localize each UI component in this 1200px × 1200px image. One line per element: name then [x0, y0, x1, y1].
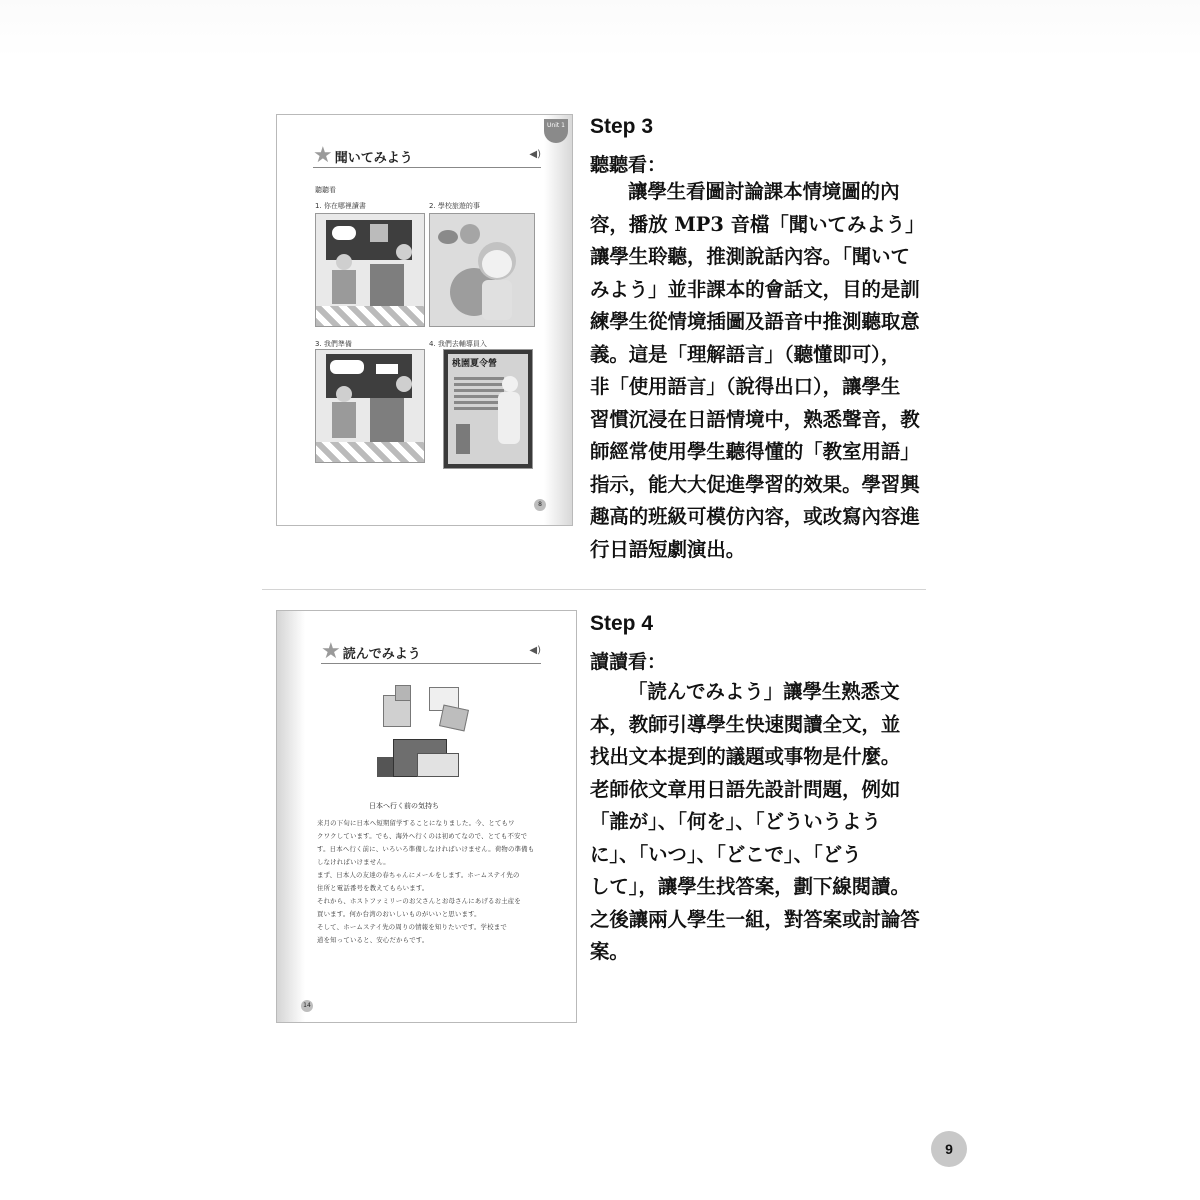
reading-line: 買います。何か台湾のおいしいものがいいと思います。: [317, 910, 481, 918]
read-section-title: 読んでみよう: [342, 646, 421, 662]
listen-section-title: 聞いてみよう: [334, 150, 413, 166]
panel-caption-3: 3. 我們準備: [315, 340, 352, 348]
reading-line: そして、ホームステイ先の周りの情報を知りたいです。学校まで: [317, 923, 507, 931]
step4-textbook-thumbnail: [276, 610, 577, 1023]
step3-subheading: 聽聽看：: [590, 154, 667, 176]
unit-tab: Unit 1: [544, 119, 568, 143]
step3-textbook-thumbnail: [276, 114, 573, 526]
step3-line: 指示，能大大促進學習的效果。學習興: [590, 472, 920, 496]
step3-line: 習慣沉浸在日語情境中，熟悉聲音，教: [590, 407, 920, 431]
listen-section-header: [313, 145, 541, 168]
step4-line: 案。: [590, 940, 629, 963]
reading-line: す。日本へ行く前に、いろいろ準備しなければいけません。荷物の準備も: [317, 845, 535, 853]
step3-line: 非「使用語言」（說得出口），讓學生: [590, 375, 901, 398]
illustration-classroom-2: [315, 349, 425, 463]
step3-line: 容，播放 MP3 音檔「聞いてみよう」: [590, 212, 925, 236]
step3-line: 師經常使用學生聽得懂的「教室用語」: [590, 440, 920, 463]
step3-line: 讓學生看圖討論課本情境圖的內: [628, 180, 900, 203]
step4-line: 本，教師引導學生快速閱讀全文，並: [590, 712, 901, 736]
step4-line: 老師依文章用日語先設計問題，例如: [590, 777, 901, 801]
star-icon: ★: [313, 143, 333, 168]
reading-title: 日本へ行く前の気持ち: [369, 802, 439, 810]
step4-heading: Step 4: [590, 612, 654, 635]
reading-line: しなければいけません。: [317, 858, 390, 866]
step4-line: 「誰が」、「何を」、「どういうよう: [590, 810, 881, 833]
panel-caption-1: 1. 你在哪裡讀書: [315, 202, 366, 210]
reading-line: クワクしています。でも、海外へ行くのは初めてなので、とても不安で: [317, 832, 528, 840]
page-edge-shading: [544, 115, 572, 525]
step4-line: して」，讓學生找答案，劃下線閱讀。: [590, 875, 910, 898]
step3-line: 練學生從情境插圖及語音中推測聽取意: [590, 310, 920, 333]
reading-line: それから、ホストファミリーのお父さんとお母さんにあげるお土産を: [317, 897, 521, 905]
illustration-summer-camp-poster: [443, 349, 533, 469]
illustration-luggage: [373, 681, 473, 786]
illustration-classroom-1: [315, 213, 425, 327]
step4-line: 「読んでみよう」讓學生熟悉文: [628, 680, 900, 703]
panel-caption-4: 4. 我們去輔導員入: [429, 340, 487, 348]
section-divider: [262, 589, 926, 590]
step4-line: 之後讓兩人學生一組，對答案或討論答: [590, 907, 920, 931]
reading-passage: [311, 817, 541, 947]
step3-line: みよう」並非課本的會話文，目的是訓: [590, 277, 920, 301]
step4-line: に」、「いつ」、「どこで」、「どう: [590, 842, 862, 866]
step4-line: 找出文本提到的議題或事物是什麼。: [590, 745, 901, 768]
step3-line: 義。這是「理解語言」（聽懂即可），: [590, 342, 901, 366]
star-icon: ★: [321, 639, 341, 664]
step4-subheading: 讀讀看：: [590, 651, 667, 673]
speaker-icon: ◀): [529, 645, 541, 656]
step3-line: 行日語短劇演出。: [590, 537, 746, 561]
reading-line: 住所と電話番号を教えてもらいます。: [317, 884, 429, 892]
reading-line: 道を知っていると、安心だからです。: [317, 936, 429, 944]
page-edge-shading: [277, 611, 305, 1022]
illustration-girl-park: [429, 213, 535, 327]
textbook-page-number: 14: [301, 1000, 313, 1012]
step4-body: [590, 676, 928, 969]
poster-title: 桃園夏令營: [452, 359, 498, 369]
step3-body: [590, 176, 928, 566]
listen-sublabel: 聽聽看: [315, 186, 336, 194]
reading-line: まず、日本人の友達の春ちゃんにメールをします。ホームステイ先の: [317, 871, 520, 879]
reading-line: 来月の下旬に日本へ短期留学することになりました。今、とてもワ: [317, 819, 515, 827]
speaker-icon: ◀): [529, 149, 541, 160]
panel-caption-2: 2. 學校旅遊的事: [429, 202, 480, 210]
textbook-page-number: 8: [534, 499, 546, 511]
step3-line: 趣高的班級可模仿內容，或改寫內容進: [590, 505, 920, 528]
step3-heading: Step 3: [590, 115, 654, 138]
page-number-badge: 9: [931, 1131, 967, 1167]
step3-line: 讓學生聆聽，推測說話內容。「聞いて: [590, 245, 910, 268]
read-section-header: [321, 641, 541, 664]
page-top-strip: [0, 0, 1200, 58]
